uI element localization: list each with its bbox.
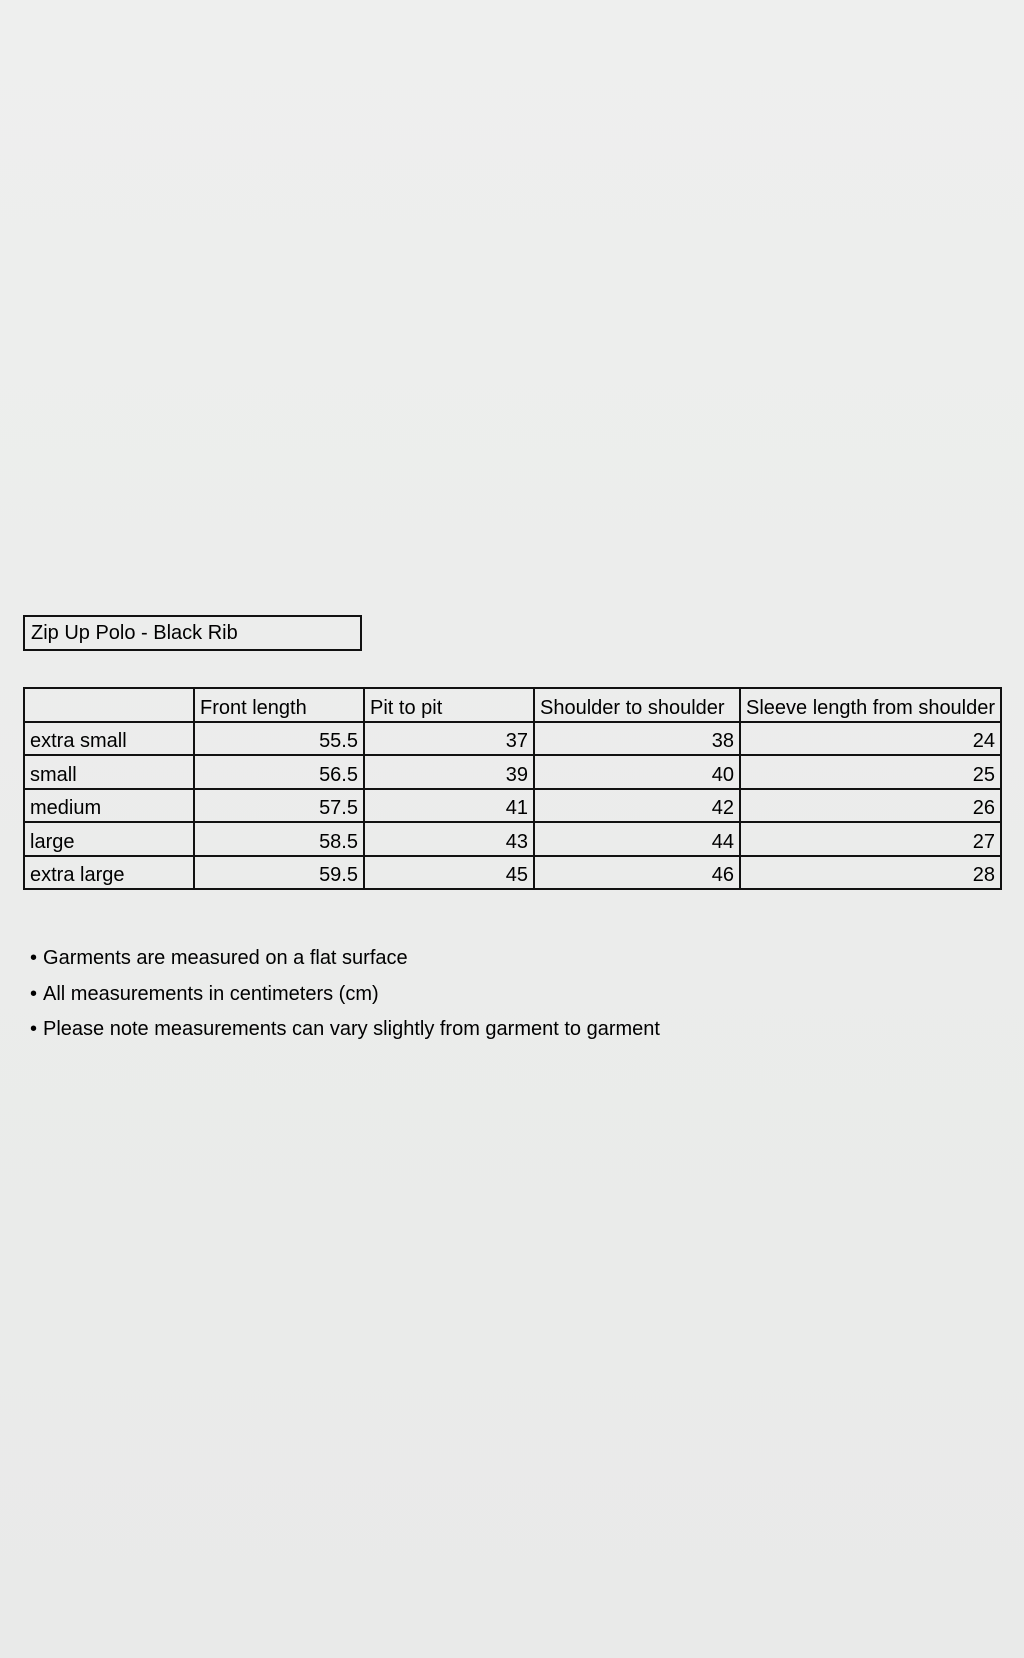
front-length-value: 59.5 xyxy=(194,856,364,890)
size-label: small xyxy=(24,755,194,789)
pit-to-pit-value: 41 xyxy=(364,789,534,823)
front-length-value: 57.5 xyxy=(194,789,364,823)
front-length-value: 58.5 xyxy=(194,822,364,856)
size-chart-table xyxy=(23,687,1002,890)
header-cell-corner xyxy=(24,688,194,722)
pit-to-pit-value: 43 xyxy=(364,822,534,856)
header-cell-sleeve-length: Sleeve length from shoulder xyxy=(740,688,1001,722)
note-item xyxy=(30,1012,660,1048)
sleeve-length-value: 28 xyxy=(740,856,1001,890)
note-text: Garments are measured on a flat surface xyxy=(43,947,408,969)
header-cell-front-length: Front length xyxy=(194,688,364,722)
header-cell-pit-to-pit: Pit to pit xyxy=(364,688,534,722)
note-item xyxy=(30,941,660,977)
front-length-value: 56.5 xyxy=(194,755,364,789)
shoulder-to-shoulder-value: 44 xyxy=(534,822,740,856)
header-cell-shoulder-to-shoulder: Shoulder to shoulder xyxy=(534,688,740,722)
size-label: medium xyxy=(24,789,194,823)
note-text: All measurements in centimeters (cm) xyxy=(43,982,379,1005)
shoulder-to-shoulder-value: 38 xyxy=(534,722,740,756)
pit-to-pit-value: 39 xyxy=(364,755,534,789)
pit-to-pit-value: 37 xyxy=(364,722,534,756)
bullet-icon: • xyxy=(30,947,38,969)
sleeve-length-value: 27 xyxy=(740,822,1001,856)
table-row xyxy=(24,755,1001,789)
note-text: Please note measurements can vary slightly from garment to garment xyxy=(43,1018,660,1040)
shoulder-to-shoulder-value: 40 xyxy=(534,755,740,789)
sleeve-length-value: 25 xyxy=(740,755,1001,789)
note-item xyxy=(30,977,660,1013)
shoulder-to-shoulder-value: 46 xyxy=(534,856,740,890)
product-title: Zip Up Polo - Black Rib xyxy=(23,615,362,651)
bullet-icon: • xyxy=(30,982,38,1005)
sleeve-length-value: 24 xyxy=(740,722,1001,756)
bullet-icon: • xyxy=(30,1018,38,1040)
size-label: extra large xyxy=(24,856,194,890)
size-label: extra small xyxy=(24,722,194,756)
table-row xyxy=(24,722,1001,756)
pit-to-pit-value: 45 xyxy=(364,856,534,890)
table-row xyxy=(24,789,1001,823)
shoulder-to-shoulder-value: 42 xyxy=(534,789,740,823)
table-header-row xyxy=(24,688,1001,722)
front-length-value: 55.5 xyxy=(194,722,364,756)
sleeve-length-value: 26 xyxy=(740,789,1001,823)
table-row xyxy=(24,856,1001,890)
measurement-notes xyxy=(30,941,660,1048)
table-row xyxy=(24,822,1001,856)
size-label: large xyxy=(24,822,194,856)
